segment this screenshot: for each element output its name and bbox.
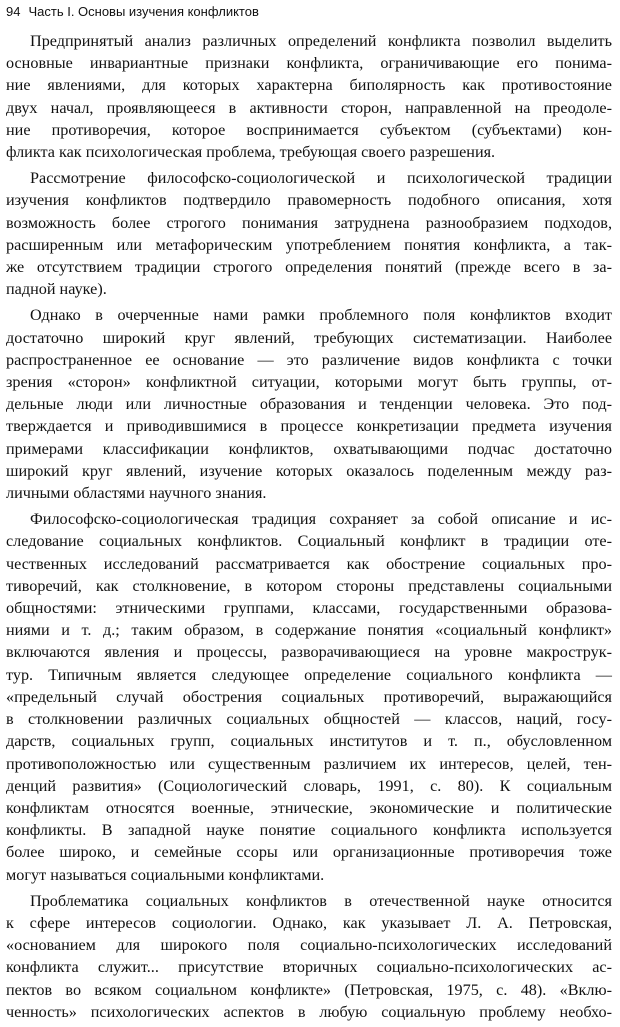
text-line: основные инвариантные признаки конфликта, ограничивающие его понима- [6, 54, 612, 73]
text-line: достаточно широкий круг явлений, требующих систематизации. Наиболее [6, 328, 612, 347]
text-line: Проблематика социальных конфликтов в отечественной науке относится [30, 891, 612, 910]
text-line: пектов во всяком социальном конфликте» (Петровская, 1975, с. 48). «Вклю- [6, 980, 612, 999]
text-line: ниями и т. д.; таким образом, в содержание понятия «социальный конфликт» [6, 621, 612, 640]
paragraph [6, 167, 612, 300]
paragraph [6, 30, 612, 163]
text-line: же отсутствием традиции строгого определения понятий (прежде всего в за- [6, 258, 612, 277]
text-line: расширенным или метафорическим употреблением понятия конфликта, а так- [6, 235, 612, 254]
text-line: падной науке). [6, 280, 107, 299]
text-line: фликта как психологическая проблема, требующая своего разрешения. [6, 143, 496, 162]
text-line: следование социальных конфликтов. Социальный конфликт в традиции оте- [6, 532, 612, 551]
paragraph [6, 508, 612, 885]
text-line: тверждается и приводившимися в процессе конкретизации предмета изучения [6, 417, 612, 436]
text-line: ние противоречия, которое воспринимается субъектом (субъектами) кон- [6, 120, 612, 139]
text-line: распространенное ее основание — это различение видов конфликта с точки [6, 350, 612, 369]
text-line: Однако в очерченные нами рамки проблемного поля конфликтов входит [30, 306, 612, 325]
text-line: общностями: этническими группами, классами, государственными образова- [6, 599, 612, 618]
text-line: ченность» психологических аспектов в любую социальную проблему необхо- [6, 1002, 612, 1021]
text-line: дарств, социальных групп, социальных институтов и т. п., обусловленном [6, 732, 612, 751]
text-line: «предельный случай обострения социальных противоречий, выражающийся [6, 687, 612, 706]
text-line: конфликты. В западной науке понятие социального конфликта используется [6, 821, 612, 840]
text-line: зрения «сторон» конфликтной ситуации, которыми могут быть группы, от- [6, 373, 612, 392]
page-number: 94 [6, 4, 21, 19]
text-line: чественных исследований рассматривается как обострение социальных про- [6, 554, 612, 573]
text-line: включаются явления и процессы, разворачивающиеся на уровне макрострук- [6, 643, 612, 662]
text-line: тиворечий, как столкновение, в котором стороны представлены социальными [6, 576, 612, 595]
text-line: конфликта служит... присутствие вторичных социально-психологических ас- [6, 958, 612, 977]
text-line: двух начал, проявляющееся в активности сторон, направленной на преодоле- [6, 98, 612, 117]
text-line: Философско-социологическая традиция сохраняет за собой описание и ис- [30, 510, 612, 529]
text-line: широкий круг явлений, изучение которых оказалось поделенным между раз- [6, 461, 612, 480]
text-line: в столкновении различных социальных общностей — классов, наций, госу- [6, 710, 612, 729]
paragraph [6, 890, 612, 1023]
paragraph [6, 304, 612, 504]
text-line: Предпринятый анализ различных определений конфликта позволил выделить [30, 32, 612, 50]
text-line: дельные люди или личностные образования и тенденции человека. Это под- [6, 395, 612, 414]
text-line: личными областями научного знания. [6, 484, 267, 503]
body-text [6, 30, 612, 1027]
text-line: «основанием для широкого поля социально-психологических исследований [6, 936, 612, 955]
text-line: конфликтам относятся военные, этнические, экономические и политические [6, 798, 612, 817]
text-line: ние явлениями, для которых характерна биполярность как противостояние [6, 76, 612, 95]
text-line: изучения конфликтов подтвердило правомерность подобного описания, хотя [6, 191, 612, 210]
text-line: возможность более строгого понимания затруднена разнообразием подходов, [6, 213, 612, 232]
text-line: противоположностью или существенным различием их интересов, целей, тен- [6, 754, 612, 773]
text-line: к сфере интересов социологии. Однако, как указывает Л. А. Петровская, [6, 913, 612, 932]
text-line: примерами классификации конфликтов, охватывающими подчас достаточно [6, 439, 612, 458]
running-header [6, 2, 259, 22]
text-line: более широко, и семейные ссоры или организационные противоречия тоже [6, 843, 612, 862]
text-line: Рассмотрение философско-социологической и психологической традиции [30, 169, 612, 188]
text-line: тур. Типичным является следующее определение социального конфликта — [6, 665, 612, 684]
text-line: могут называться социальными конфликтами. [6, 865, 325, 884]
text-line: денций развития» (Социологический словарь, 1991, с. 80). К социальным [6, 776, 612, 795]
running-title: Часть I. Основы изучения конфликтов [28, 4, 259, 19]
